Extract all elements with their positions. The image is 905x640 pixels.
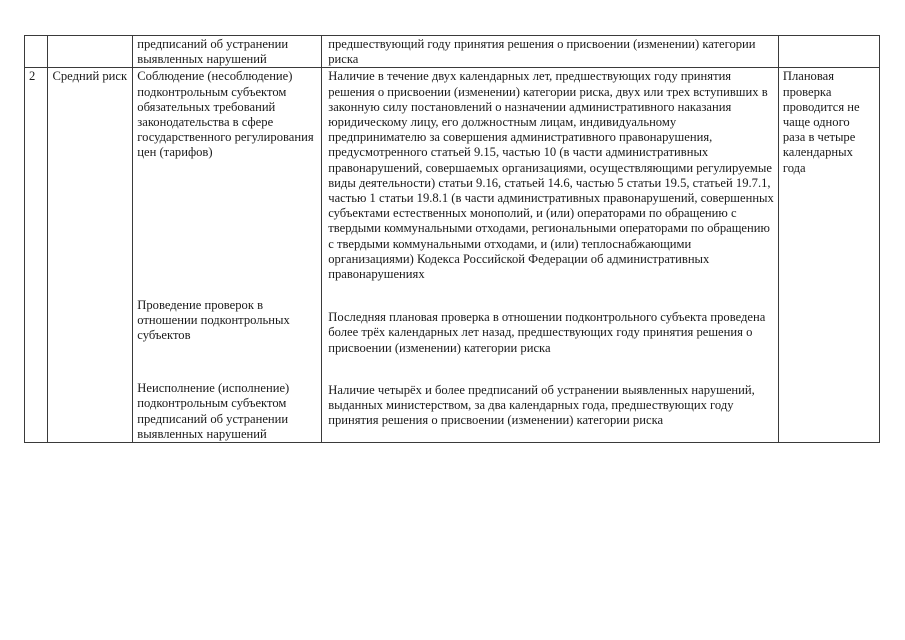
- risk-category: Средний риск: [52, 69, 128, 84]
- conditions-cell: [322, 68, 779, 443]
- condition-text: предшествующий году принятия решения о присвоении (изменении) категории риска: [328, 37, 756, 67]
- table-row: [25, 68, 880, 443]
- inspection-frequency: Плановая проверка проводится не чаще одного раза в четыре календарных года: [782, 69, 860, 175]
- criterion-text: Проведение проверок в отношении подконтрольных субъектов: [137, 297, 290, 343]
- criterion-text: Неисполнение (исполнение) подконтрольным субъектом предписаний об устранении выявленных нарушений: [137, 381, 290, 441]
- number-cell: [25, 36, 48, 68]
- criteria-cell: [133, 68, 322, 443]
- row-number: 2: [29, 69, 36, 84]
- condition-cell: [322, 36, 779, 68]
- condition-text: Наличие четырёх и более предписаний об устранении выявленных нарушений, выданных министерством, за два календарных года, предшествующих году принятия решения о присвоении (изменении) категории риска: [328, 382, 755, 428]
- category-cell: [48, 68, 133, 443]
- risk-criteria-table: [24, 35, 880, 443]
- condition-text: Наличие в течение двух календарных лет, предшествующих году принятия решения о присвоении (изменении) категории риска, двух или трех вступивших в законную силу постановлений о назначении административного наказания юридическому лицу, его должностным лицам, индивидуальному предпринимателю за совершения административного правонарушения, предусмотренного статьей 9.15, частью 10 (в части административных правонарушений, совершаемых организациями, осуществляющими регулируемые виды деятельности) статьи 9.16, статьей 14.6, частью 5 статьи 19.5, статьей 19.7.1, частью 1 статьи 19.8.1 (в части административных правонарушений, совершенных субъектами естественных монополий, и (или) операторами по обращению с твердыми коммунальными отходами, региональными операторами по обращению с твердыми коммунальными отходами, и (или) теплоснабжающими организациями) Кодекса Российской Федерации об административных правонарушениях: [328, 69, 774, 282]
- number-cell: [25, 68, 48, 443]
- criterion-text: предписаний об устранении выявленных нарушений: [137, 37, 289, 67]
- frequency-cell: [778, 36, 879, 68]
- criterion-cell: [133, 36, 322, 68]
- table-row: [25, 36, 880, 68]
- criterion-text: Соблюдение (несоблюдение) подконтрольным субъектом обязательных требований законодательства в сфере государственного регулирования цен (тарифов): [137, 69, 314, 160]
- category-cell: [48, 36, 133, 68]
- frequency-cell: [778, 68, 879, 443]
- condition-text: Последняя плановая проверка в отношении подконтрольного субъекта проведена более трёх календарных лет назад, предшествующих году принятия решения о присвоении (изменении) категории риска: [328, 310, 766, 355]
